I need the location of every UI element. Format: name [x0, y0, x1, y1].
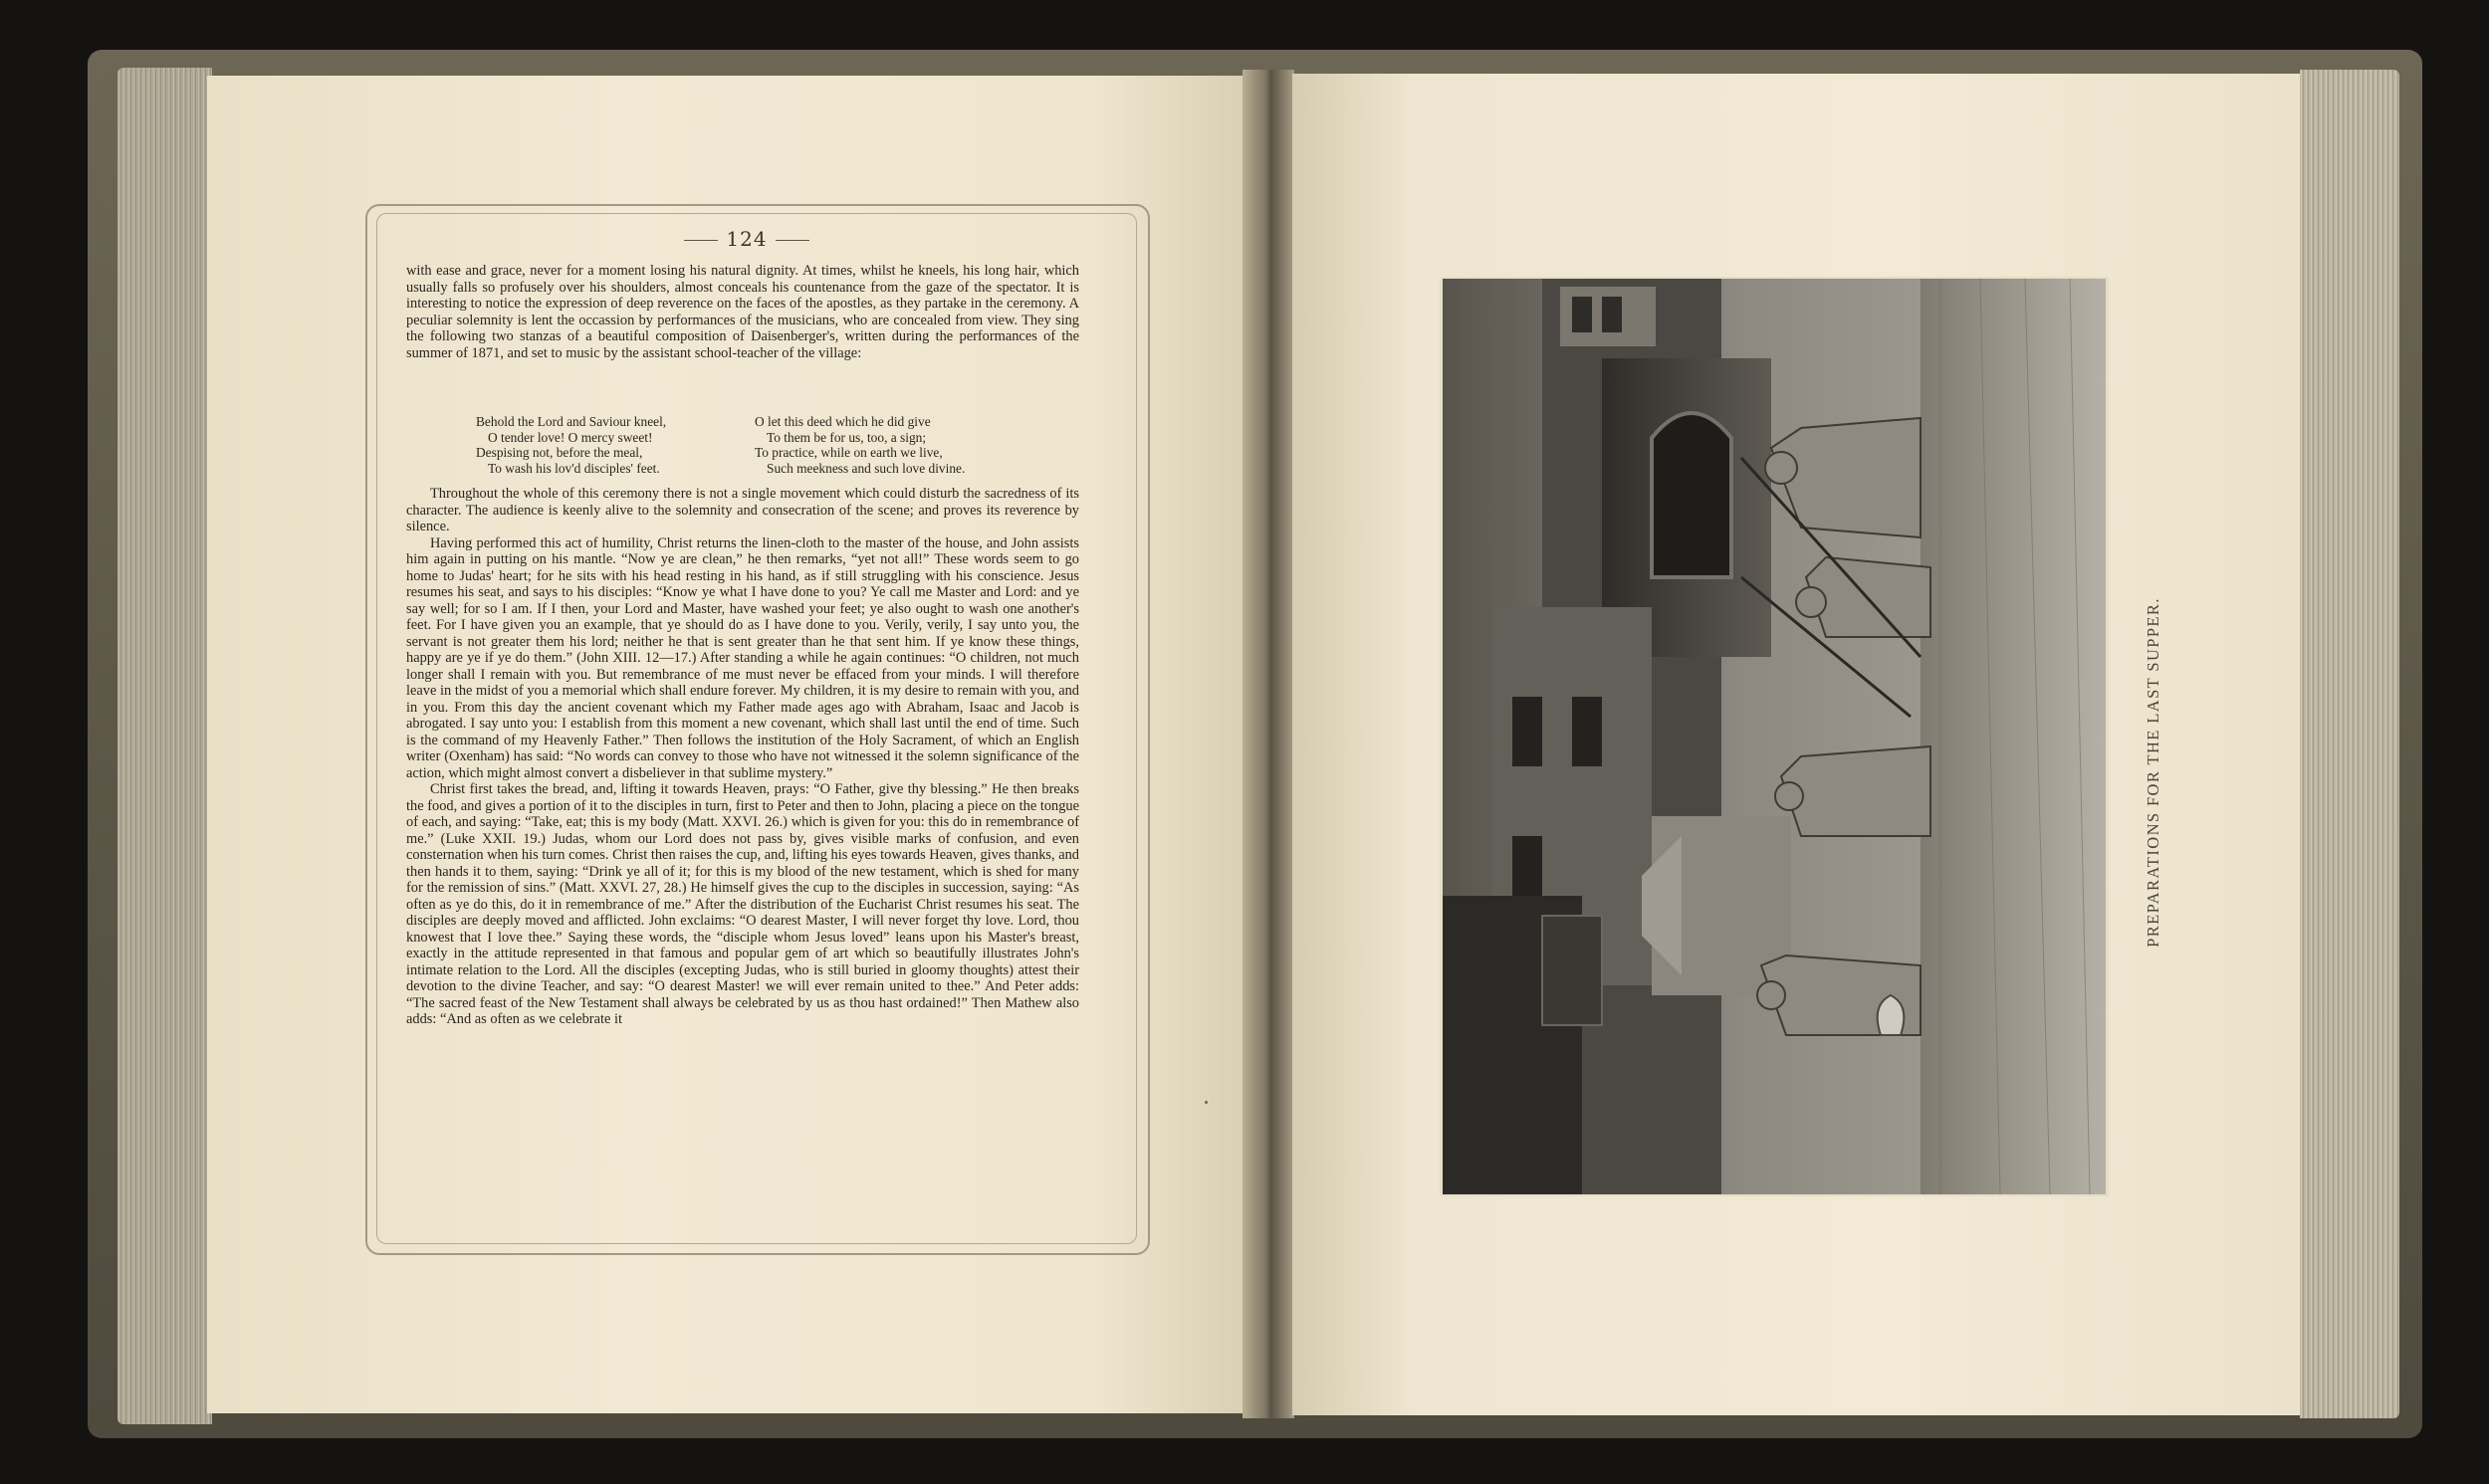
- figure-center-head: [1775, 782, 1803, 810]
- page-number-right-rule: [776, 240, 809, 241]
- body-paragraph: Having performed this act of humility, Christ returns the linen-cloth to the master of the house, and John assists him again in putting on his mantle. “Now ye are clean,” he then remarks, “yet not all!” These words seem to go home to Judas' heart; for he sits with his head resting in his hand, as if still struggling with his conscience. Jesus resumes his seat, and says to his disciples: “Know ye what I have done to you? Ye call me Master and Lord: and ye say well; for so I am. If I then, your Lord and Master, have washed your feet; ye also ought to wash one another's feet. For I have given you an example, that ye should do as I have done to you. Verily, verily, I say unto you, the servant is not greater them his lord; neither he that is sent greater than he that sent him. If ye know these things, happy are ye if ye do them.” (John XIII. 12—17.) After standing a while he again continues: “O children, not much longer shall I remain with you. But remembrance of me must never be effaced from your minds. I will therefore leave in the midst of you a memorial which shall endure forever. My children, it is my desire to remain with you, and in you. From this day the ancient covenant which my Father made ages ago with Abraham, Isaac and Jacob is abrogated. I say unto you: I establish from this moment a new covenant, which shall last until the end of time. Such is the command of my Heavenly Father.” Then follows the institution of the Holy Sacrament, of which an English writer (Oxenham) has said: “No words can convey to those who have not witnessed it the solemn significance of the action, which might almost convert a disbeliever in that sublime mystery.”: [406, 534, 1079, 781]
- poem-line: O tender love! O mercy sweet!: [488, 429, 653, 445]
- body-paragraph: Christ first takes the bread, and, lifting it towards Heaven, prays: “O Father, give thy blessing.” He then breaks the food, and gives a portion of it to the disciples in turn, first to Peter and then to John, placing a piece on the tongue of each, and saying: “Take, eat; this is my body (Matt. XXVI. 26.) which is given for you: this do in remembrance of me.” (Luke XXII. 19.) Judas, whom our Lord does not pass by, gives visible marks of confusion, and even consternation when his turn comes. Christ then raises the cup, and, lifting his eyes towards Heaven, gives thanks, and then hands it to them, saying: “Drink ye all of it; for this is my blood of the new testament, which is shed for many for the remission of sins.” (Matt. XXVI. 27, 28.) He himself gives the cup to the disciples in succession, saying: “As often as ye do this, do it in remembrance of me.” After the distribution of the Eucharist Christ resumes his seat. The disciples are deeply moved and afflicted. John exclaims: “O dearest Master, I will never forget thy love. Lord, thou knowest that I love thee.” Saying these words, the “disciple whom Jesus loved” leans upon his Master's breast, exactly in the attitude represented in that famous and popular gem of art which so beautifully illustrates John's intimate relation to the Lord. All the disciples (excepting Judas, who is still buried in gloomy thoughts) attest their devotion to the divine Teacher, and say: “O dearest Master! we will ever remain united to thee.” And Peter adds: “The sacred feast of the New Testament shall always be celebrated by us as thou hast ordained!” Then Mathew also adds: “And as often as we celebrate it: [406, 781, 1079, 1027]
- body-text-block: [406, 486, 1079, 1028]
- figure-elder-head: [1765, 452, 1797, 484]
- intro-paragraph-block: [406, 263, 1079, 361]
- photograph-plate: [1443, 279, 2106, 1194]
- figure-center: [1781, 746, 1930, 836]
- figure-seated-head: [1757, 981, 1785, 1009]
- page-number-left-rule: [684, 240, 718, 241]
- poem-line: Despising not, before the meal,: [476, 445, 643, 461]
- book-gutter: [1243, 70, 1294, 1418]
- intro-paragraph: with ease and grace, never for a moment losing his natural dignity. At times, whilst he kneels, his long hair, which usually falls so profusely over his shoulders, almost conceals his countenance from the gaze of the spectator. It is interesting to notice the expression of deep reverence on the faces of the apostles, as they partake in the ceremony. A peculiar solemnity is lent the occassion by performances of the musicians, who are concealed from view. They sing the following two stanzas of a beautiful composition of Daisenberger's, written during the performances of the summer of 1871, and set to music by the assistant school-teacher of the village:: [406, 263, 1079, 361]
- photo-caption-text: PREPARATIONS FOR THE LAST SUPPER.: [2144, 597, 2162, 948]
- poem-line: Such meekness and such love divine.: [767, 460, 966, 476]
- poem-line: To practice, while on earth we live,: [755, 445, 943, 461]
- tower-window: [1602, 297, 1622, 332]
- poem-line: To them be for us, too, a sign;: [767, 429, 927, 445]
- figure-robed-head: [1796, 587, 1826, 617]
- photo-caption: [2139, 565, 2168, 979]
- body-paragraph: Throughout the whole of this ceremony there is not a single movement which could disturb the sacredness of its character. The audience is keenly alive to the solemnity and consecration of the scene; and proves its reverence by silence.: [406, 486, 1079, 534]
- poem-stanza-left: [476, 414, 666, 476]
- building-window: [1512, 697, 1542, 766]
- poem-stanza-right: [755, 414, 965, 476]
- poem-line: Behold the Lord and Saviour kneel,: [476, 414, 667, 429]
- poem-line: O let this deed which he did give: [755, 414, 931, 429]
- page-number-value: 124: [726, 227, 768, 251]
- page-number: [667, 227, 826, 251]
- tower-window: [1572, 297, 1592, 332]
- balcony-lattice: [1542, 916, 1602, 1025]
- arch-doorway: [1652, 413, 1731, 577]
- building-window: [1512, 836, 1542, 906]
- right-page-edges: [2300, 70, 2399, 1418]
- poem-line: To wash his lov'd disciples' feet.: [488, 460, 660, 476]
- building-window: [1572, 697, 1602, 766]
- stage-floor: [1921, 279, 2106, 1194]
- page-speck: [1205, 1101, 1208, 1104]
- left-page-edges: [117, 68, 212, 1424]
- photograph-scene: [1443, 279, 2106, 1194]
